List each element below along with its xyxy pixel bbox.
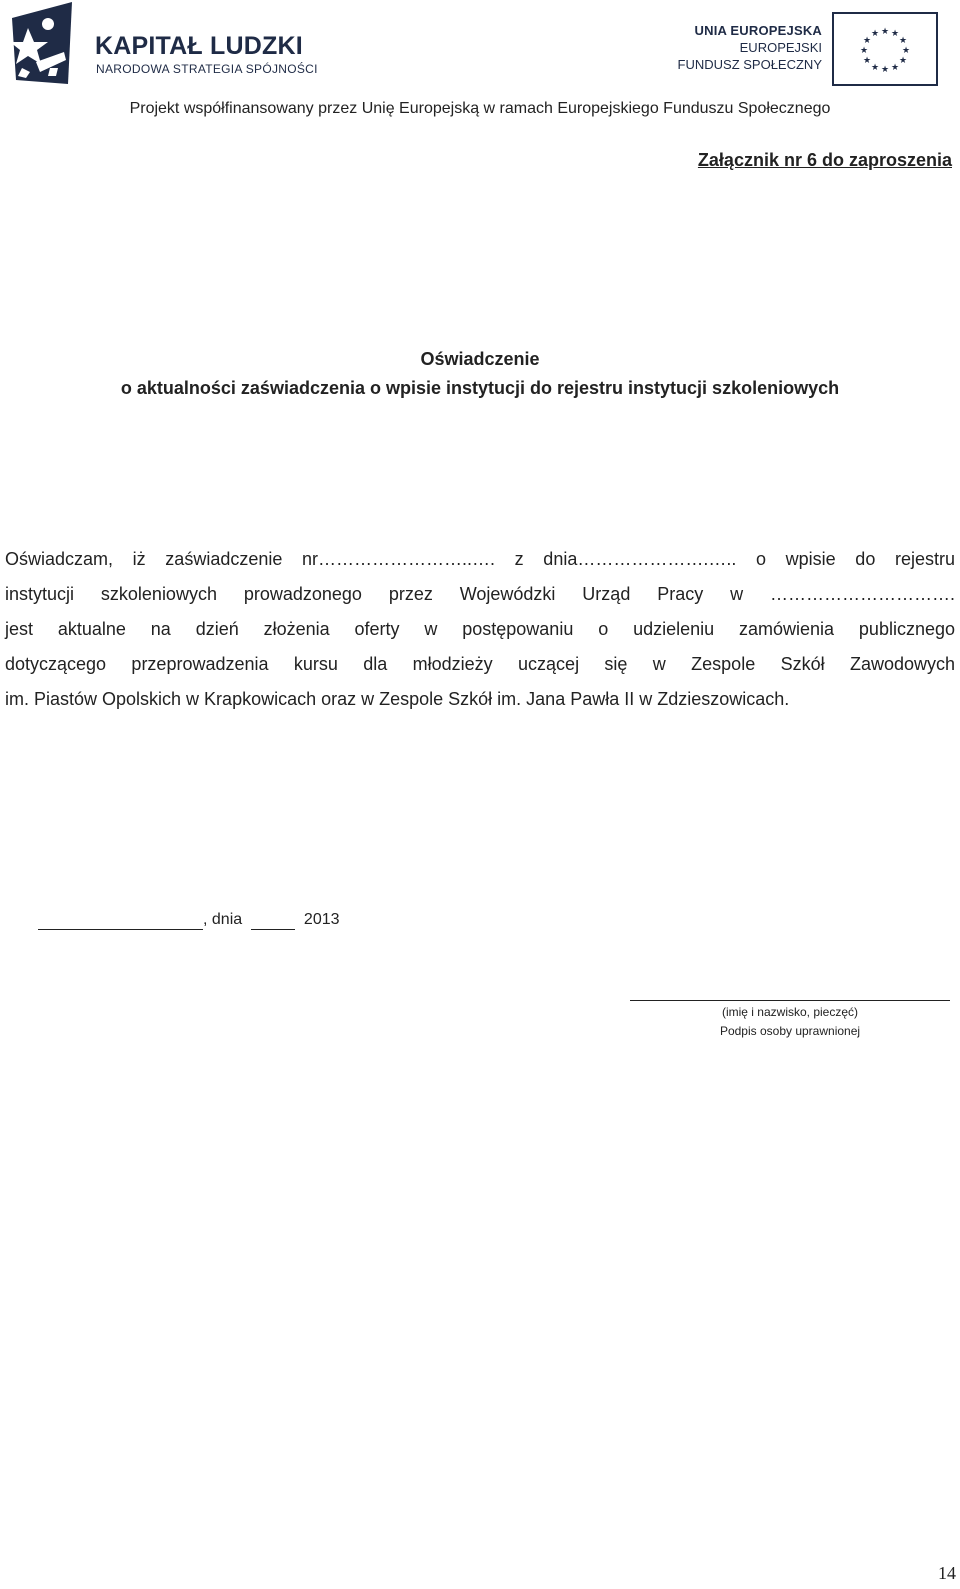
signature-line[interactable] — [630, 1000, 950, 1001]
svg-text:★: ★ — [862, 36, 872, 46]
kapital-ludzki-subtitle: NARODOWA STRATEGIA SPÓJNOŚCI — [96, 62, 318, 76]
eu-stars-flag-icon — [832, 12, 938, 86]
document-title-line1: Oświadczenie — [420, 349, 540, 369]
svg-text:★: ★ — [880, 27, 890, 37]
signature-caption — [630, 1003, 950, 1041]
place-date-line — [38, 911, 340, 930]
kapital-ludzki-title: KAPITAŁ LUDZKI — [95, 32, 303, 60]
svg-text:★: ★ — [890, 29, 900, 39]
paragraph-line-2: instytucji szkoleniowych prowadzonego przez Wojewódzki Urząd Pracy w …………………………. — [5, 584, 955, 604]
eu-logo-text — [678, 22, 822, 73]
svg-text:★: ★ — [870, 29, 880, 39]
page-number: 14 — [938, 1563, 956, 1583]
declaration-paragraph — [5, 542, 955, 717]
year-value: 2013 — [303, 911, 340, 928]
svg-text:★: ★ — [898, 36, 908, 46]
place-blank[interactable] — [38, 911, 203, 930]
eu-logo-line3: FUNDUSZ SPOŁECZNY — [677, 57, 822, 72]
paragraph-line-5: im. Piastów Opolskich w Krapkowicach oraz w Zespole Szkół im. Jana Pawła II w Zdzieszowicach. — [5, 689, 790, 709]
eu-logo-line1: UNIA EUROPEJSKA — [694, 23, 822, 38]
paragraph-line-4: dotyczącego przeprowadzenia kursu dla młodzieży uczącej się w Zespole Szkół Zawodowych — [5, 654, 955, 674]
svg-text:★: ★ — [880, 65, 890, 75]
project-cofinancing-line: Projekt współfinansowany przez Unię Europejską w ramach Europejskiego Funduszu Społecznego — [129, 100, 831, 117]
signature-caption-line2: Podpis osoby uprawnionej — [719, 1024, 861, 1038]
svg-text:★: ★ — [901, 46, 911, 56]
document-title — [0, 345, 960, 403]
paragraph-line-1: Oświadczam, iż zaświadczenie nr……………………..…. z dnia………………….….. o wpisie do rejestru — [5, 549, 955, 569]
signature-caption-line1: (imię i nazwisko, pieczęć) — [721, 1005, 859, 1019]
date-separator: , dnia — [203, 911, 243, 928]
svg-text:★: ★ — [870, 63, 880, 73]
paragraph-line-3: jest aktualne na dzień złożenia oferty w postępowaniu o udzieleniu zamówienia publicznego — [5, 619, 955, 639]
svg-text:★: ★ — [862, 56, 872, 66]
svg-text:★: ★ — [898, 56, 908, 66]
day-blank[interactable] — [251, 911, 295, 930]
document-title-line2: o aktualności zaświadczenia o wpisie instytucji do rejestru instytucji szkoleniowych — [120, 378, 840, 398]
svg-text:★: ★ — [890, 63, 900, 73]
kapital-ludzki-star-logo-icon — [6, 2, 72, 84]
annex-label: Załącznik nr 6 do zaproszenia — [697, 150, 952, 170]
eu-logo-line2: EUROPEJSKI — [739, 40, 822, 55]
svg-text:★: ★ — [859, 46, 869, 56]
